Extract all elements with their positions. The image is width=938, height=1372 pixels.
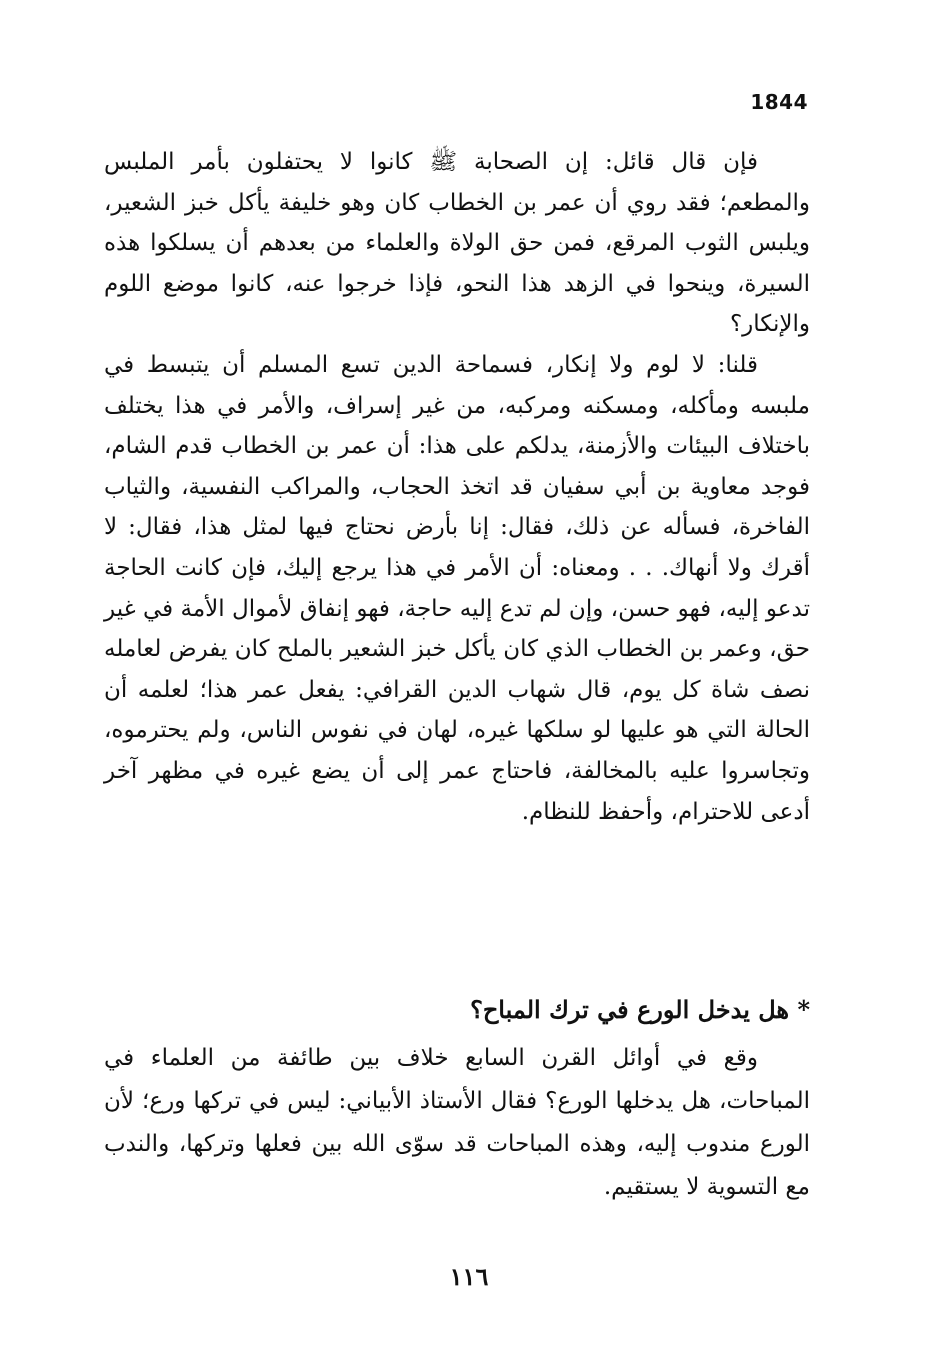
paragraph-objection: فإن قال قائل: إن الصحابة ﷺ كانوا لا يحتفلون بأمر الملبس والمطعم؛ فقد روي أن عمر بن الخطاب كان وهو خليفة يأكل خبز الشعير، ويلبس الثوب المرقع، فمن حق الولاة والعلماء من بعدهم أن يسلكوا هذه السيرة، وينحوا في الزهد هذا النحو، فإذا خرجوا عنه، كانوا موضع اللوم والإنكار؟ xyxy=(104,149,810,338)
paragraph-response: قلنا: لا لوم ولا إنكار، فسماحة الدين تسع المسلم أن يتبسط في ملبسه ومأكله، ومسكنه ومركبه، من غير إسراف، والأمر في هذا يختلف باختلاف البيئات والأزمنة، يدلكم على هذا: أن عمر بن الخطاب قدم الشام، فوجد معاوية بن أبي سفيان قد اتخذ الحجاب، والمراكب النفسية، والثياب الفاخرة، فسأله عن ذلك، فقال: إنا بأرض نحتاج فيها لمثل هذا، فقال: لا أقرك ولا أنهاك. . . ومعناه: أن الأمر في هذا يرجع إليك، فإن كانت الحاجة تدعو إليه، فهو حسن، وإن لم تدع إليه حاجة، فهو إنفاق لأموال الأمة في غير حق، وعمر بن الخطاب الذي كان يأكل خبز الشعير بالملح كان يفرض لعامله نصف شاة كل يوم، قال شهاب الدين القرافي: يفعل عمر هذا؛ لعلمه أن الحالة التي هو عليها لو سلكها غيره، لهان في نفوس الناس، ولم يحترموه، وتجاسروا عليه بالمخالفة، فاحتاج عمر إلى أن يضع غيره في مظهر آخر أدعى للاحترام، وأحفظ للنظام. xyxy=(104,352,810,825)
paragraph-block-3 xyxy=(104,1037,810,1209)
paragraph-block-1 xyxy=(104,142,810,345)
page-id: 1844 xyxy=(750,90,808,114)
paragraph-wara: وقع في أوائل القرن السابع خلاف بين طائفة من العلماء في المباحات، هل يدخلها الورع؟ فقال الأستاذ الأبياني: ليس في تركها ورع؛ لأن الورع مندوب إليه، وهذه المباحات قد سوّى الله بين فعلها وتركها، والندب مع التسوية لا يستقيم. xyxy=(104,1045,810,1200)
page-number: ١١٦ xyxy=(449,1262,489,1291)
paragraph-block-2 xyxy=(104,345,810,832)
section-heading: * هل يدخل الورع في ترك المباح؟ xyxy=(470,995,810,1024)
